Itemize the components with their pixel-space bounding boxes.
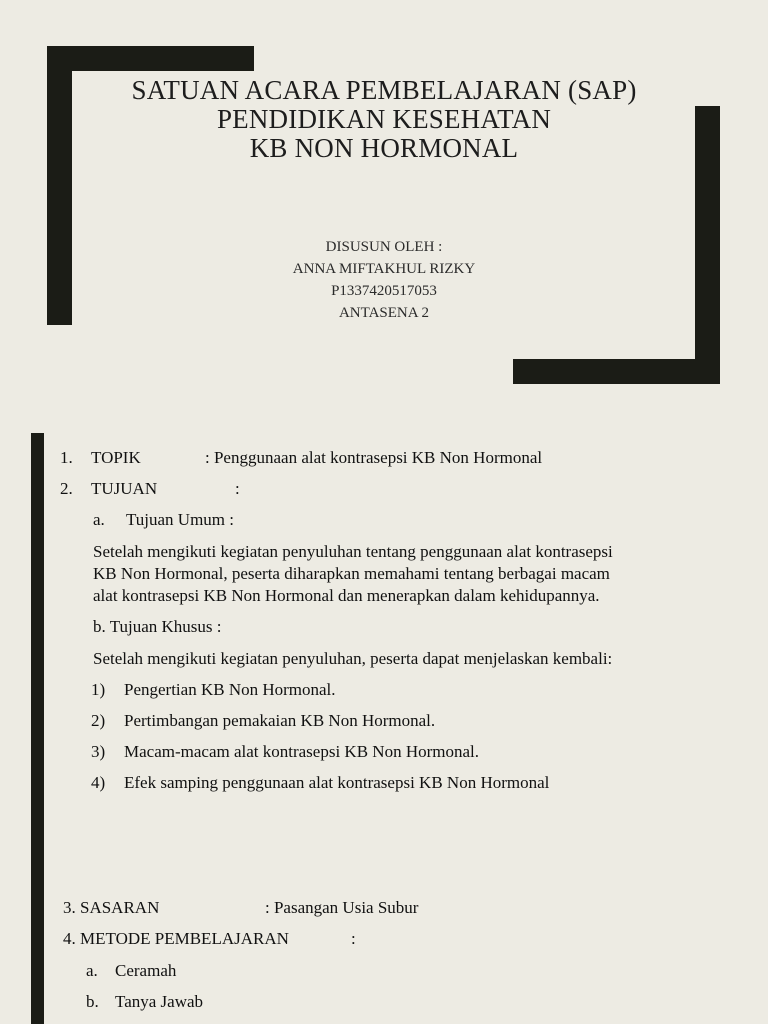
topik-label: TOPIK [91, 448, 141, 467]
title-line-1: SATUAN ACARA PEMBELAJARAN (SAP) [131, 75, 637, 105]
title-line-2: PENDIDIKAN KESEHATAN [216, 104, 552, 134]
metode-colon: : [351, 929, 356, 948]
khusus-item-number: 2) [91, 711, 106, 730]
metode-label: 4. METODE PEMBELAJARAN [63, 929, 289, 948]
tujuan-khusus-label: b. Tujuan Khusus : [93, 617, 222, 636]
khusus-item-number: 1) [91, 680, 106, 699]
sasaran-label: 3. SASARAN [63, 898, 160, 917]
umum-text-line-3: alat kontrasepsi KB Non Hormonal dan menerapkan dalam kehidupannya. [93, 586, 600, 605]
author-info [0, 236, 768, 324]
metode-item-letter: a. [86, 961, 98, 980]
title-line-3: KB NON HORMONAL [249, 133, 519, 163]
tujuan-umum-letter: a. [93, 510, 105, 529]
tujuan-umum-label: Tujuan Umum : [126, 510, 235, 529]
left-accent-bar [31, 433, 44, 866]
left-accent-bar [31, 866, 44, 1024]
tujuan-number: 2. [60, 479, 73, 498]
author-class: ANTASENA 2 [338, 305, 430, 321]
content-slide-2 [0, 866, 768, 1024]
cover-slide [0, 0, 768, 420]
tujuan-colon: : [235, 479, 240, 498]
metode-item-text: Tanya Jawab [115, 992, 204, 1011]
author-heading: DISUSUN OLEH : [325, 239, 443, 255]
khusus-item-number: 4) [91, 773, 106, 792]
topik-value: : Penggunaan alat kontrasepsi KB Non Hormonal [205, 448, 543, 467]
metode-item-letter: b. [86, 992, 99, 1011]
author-id: P1337420517053 [331, 283, 437, 299]
khusus-item-text: Efek samping penggunaan alat kontrasepsi KB Non Hormonal [124, 773, 550, 792]
tujuan-label: TUJUAN [91, 479, 158, 498]
cover-title [0, 76, 768, 163]
content-slide [0, 420, 768, 866]
topik-number: 1. [60, 448, 73, 467]
umum-text-line-2: KB Non Hormonal, peserta diharapkan memahami tentang berbagai macam [93, 564, 610, 583]
khusus-intro: Setelah mengikuti kegiatan penyuluhan, peserta dapat menjelaskan kembali: [93, 649, 613, 668]
author-name: ANNA MIFTAKHUL RIZKY [292, 261, 476, 277]
khusus-item-text: Pengertian KB Non Hormonal. [124, 680, 336, 699]
metode-item-text: Ceramah [115, 961, 177, 980]
khusus-item-text: Macam-macam alat kontrasepsi KB Non Hormonal. [124, 742, 480, 761]
sasaran-value: : Pasangan Usia Subur [265, 898, 419, 917]
frame-top-left-horizontal [47, 46, 254, 71]
khusus-item-text: Pertimbangan pemakaian KB Non Hormonal. [124, 711, 436, 730]
umum-text-line-1: Setelah mengikuti kegiatan penyuluhan tentang penggunaan alat kontrasepsi [93, 542, 613, 561]
khusus-item-number: 3) [91, 742, 106, 761]
frame-bottom-right-horizontal [513, 359, 720, 384]
